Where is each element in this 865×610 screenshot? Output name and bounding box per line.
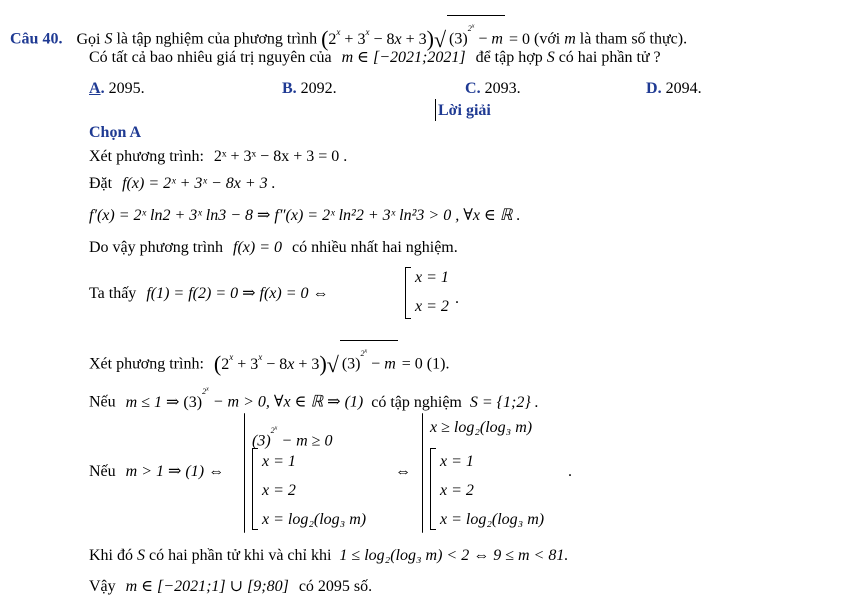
page: Câu 40. Gọi S là tập nghiệm của phương trình $(2^x + 3^x - 8x + 3)√$ $(3)^{2^x} - m = 0$ (với m là tham số thực). Có tất cả bao nhiêu giá trị nguyên của m ∈ [−2021;2021] để tập hợp S có hai phần tử ? A. 2095. B. 2092. C. 2093. D. 2094. Lời giải Chọn A Xét phương trình: 2ˣ + 3ˣ − 8x + 3 = 0 . Đặt f(x) = 2ˣ + 3ˣ − 8x + 3 . f′(x) = 2ˣ ln2 + 3ˣ ln3 − 8 ⇒ f″(x) = 2ˣ ln²2 + 3ˣ ln²3 > 0 , ∀x ∈ ℝ . Do vậy phương trình f(x) = 0 có nhiều nhất hai nghiệm. Ta thấy f(1) = f(2) = 0 ⇒ f(x) = 0 ⇔ x = 1 x = 2 . Xét phương trình: $(2^x + 3^x - 8x + 3)√$ $(3)^{2^x} - m = 0$ (1). Nếu m ≤ 1 ⇒ $(3)^{2^x} - m > 0$, ∀x ∈ ℝ ⇒ (1) có tập nghiệm S = {1;2} . Nếu m > 1 ⇒ (1) ⇔ $(3)^{2^x} - m \ge 0$ x = 1 x = 2 x = log₂(log₃ m) ⇔ x ≥ log₂(log₃ m) x = 1 x = 2 x = log₂(log₃ m) . Khi đó S có hai phần tử khi và chỉ khi 1 ≤ log₂(log₃ m) < 2 ⇔ 9 ≤ m < 81. Vậy m ∈ [−2021;1] ∪ [9;80] có 2095 số. [0,0,865,610]
solution-line-10: Vậy m ∈ [−2021;1] ∪ [9;80] có 2095 số. [89,578,373,595]
bracket-2 [252,448,258,530]
system-brace-1 [244,413,245,533]
solution-line-9: Khi đó S có hai phần tử khi và chỉ khi 1 ≤ log₂(log₃ m) < 2 ⇔ 9 ≤ m < 81. [89,547,569,564]
solution-line-7: Nếu m ≤ 1 ⇒ $(3)^{2^x} - m > 0$, ∀x ∈ ℝ ⇒ (1) có tập nghiệm S = {1;2} . [89,386,539,411]
option-d[interactable]: D. 2094. [646,80,702,97]
question-line-2: Có tất cả bao nhiêu giá trị nguyên của m ∈ [−2021;2021] để tập hợp S có hai phần tử ? [89,49,661,66]
solution-line-1: Xét phương trình: 2ˣ + 3ˣ − 8x + 3 = 0 . [89,148,348,165]
solution-line-8: Nếu m > 1 ⇒ (1) ⇔ [89,463,225,480]
bracket-3 [430,448,436,530]
option-a[interactable]: A. 2095. [89,80,145,97]
solution-line-3: f′(x) = 2ˣ ln2 + 3ˣ ln3 − 8 ⇒ f″(x) = 2ˣ ln²2 + 3ˣ ln²3 > 0 , ∀x ∈ ℝ . [89,207,521,224]
question-line-1: Câu 40. Gọi S là tập nghiệm của phương trình $(2^x + 3^x - 8x + 3)√$ $(3)^{2^x} - m = 0$ (với m là tham số thực). [10,15,687,50]
text-cursor [435,99,436,121]
system-brace-2 [422,413,423,533]
solution-line-5: Ta thấy f(1) = f(2) = 0 ⇒ f(x) = 0 ⇔ [89,285,329,302]
solution-line-2: Đặt f(x) = 2ˣ + 3ˣ − 8x + 3 . [89,175,276,192]
question-number: Câu 40. [10,30,63,48]
chosen-answer: Chọn A [89,124,142,141]
equation: $(2^x + 3^x - 8x + 3)√$ $(3)^{2^x} - m = 0$ [321,31,530,48]
option-b[interactable]: B. 2092. [282,80,337,97]
option-c[interactable]: C. 2093. [465,80,521,97]
solution-line-6: Xét phương trình: $(2^x + 3^x - 8x + 3)√$ $(3)^{2^x} - m = 0$ (1). [89,340,449,375]
solution-line-4: Do vậy phương trình f(x) = 0 có nhiều nhất hai nghiệm. [89,239,458,256]
solution-title: Lời giải [438,102,491,119]
bracket-1 [405,267,411,319]
